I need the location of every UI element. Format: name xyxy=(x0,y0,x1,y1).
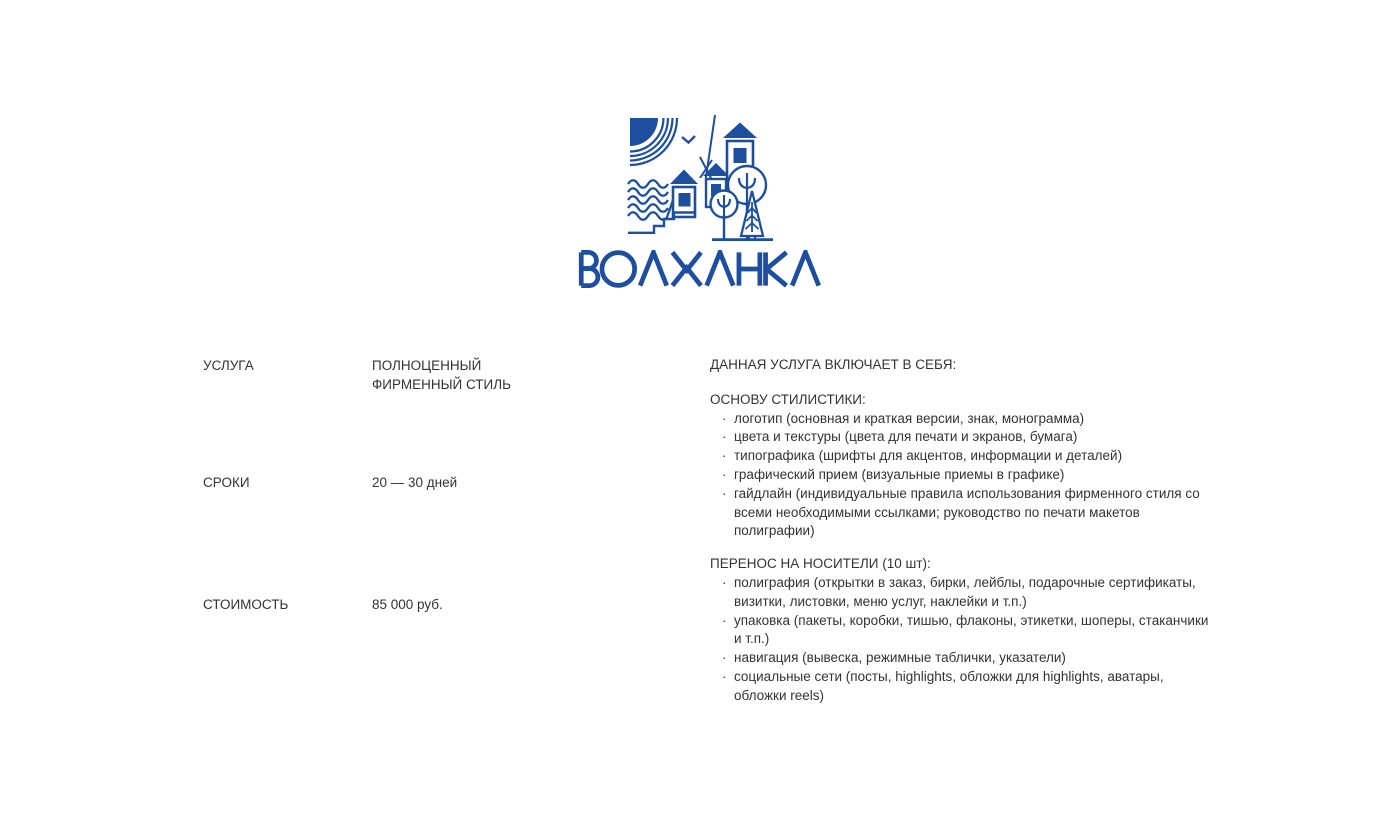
list-item-text: логотип (основная и краткая версии, знак, монограмма) xyxy=(734,410,1085,426)
bird-icon xyxy=(682,136,695,143)
section-stylistics-heading: ОСНОВУ СТИЛИСТИКИ: xyxy=(710,391,866,407)
list-item-text: цвета и текстуры (цвета для печати и экранов, бумага) xyxy=(734,429,1078,445)
list-item-text: графический прием (визуальные приемы в графике) xyxy=(734,466,1065,482)
bullet-dot: · xyxy=(722,574,727,590)
bullet-dot: · xyxy=(722,466,727,482)
list-item xyxy=(710,428,1210,447)
brand-logo-illustration xyxy=(620,112,776,246)
section-media xyxy=(710,555,1210,705)
spec-value-service xyxy=(372,356,511,394)
spec-value-service-line2: ФИРМЕННЫЙ СТИЛЬ xyxy=(372,377,511,392)
tree-icon xyxy=(711,191,738,240)
list-item-text: полиграфия (открытки в заказ, бирки, лейблы, подарочные сертификаты, визитки, листовки, меню услуг, наклейки и т.п.) xyxy=(734,574,1196,609)
bullet-dot: · xyxy=(722,448,727,464)
list-item-text: социальные сети (посты, highlights, обложки для highlights, аватары, обложки reels) xyxy=(734,668,1164,703)
bullet-dot: · xyxy=(722,650,727,666)
stylistics-list xyxy=(710,410,1210,542)
brand-wordmark xyxy=(577,250,823,288)
list-item xyxy=(710,485,1210,541)
list-item-text: упаковка (пакеты, коробки, тишью, флаконы, этикетки, шоперы, стаканчики и т.п.) xyxy=(734,612,1209,647)
village-scene-icon xyxy=(620,112,776,246)
media-list xyxy=(710,574,1210,706)
list-item xyxy=(710,668,1210,706)
list-item xyxy=(710,466,1210,485)
bullet-dot: · xyxy=(722,668,727,684)
list-item-text: гайдлайн (индивидуальные правила использования фирменного стиля со всеми необходимыми ссылками; руководство по печати макетов полиграфии) xyxy=(734,485,1200,539)
sun-icon xyxy=(630,118,677,165)
list-item xyxy=(710,612,1210,650)
list-item xyxy=(710,574,1210,612)
spec-value-price: 85 000 руб. xyxy=(372,597,443,612)
spec-label-service: УСЛУГА xyxy=(203,358,254,373)
list-item xyxy=(710,649,1210,668)
includes-column xyxy=(710,356,1210,706)
spec-value-terms: 20 — 30 дней xyxy=(372,475,458,490)
list-item-text: типографика (шрифты для акцентов, информации и деталей) xyxy=(734,448,1123,464)
volzhanka-wordmark-icon xyxy=(577,250,823,288)
bullet-dot: · xyxy=(722,429,727,445)
spec-label-terms: СРОКИ xyxy=(203,475,250,490)
bullet-dot: · xyxy=(722,612,727,628)
list-item xyxy=(710,447,1210,466)
list-item xyxy=(710,410,1210,429)
includes-title: ДАННАЯ УСЛУГА ВКЛЮЧАЕТ В СЕБЯ: xyxy=(710,357,957,372)
bullet-dot: · xyxy=(722,410,727,426)
waves-icon xyxy=(628,180,668,220)
list-item-text: навигация (вывеска, режимные таблички, указатели) xyxy=(734,650,1066,666)
bullet-dot: · xyxy=(722,485,727,501)
house-icon xyxy=(670,170,698,218)
spec-label-price: СТОИМОСТЬ xyxy=(203,597,289,612)
section-media-heading: ПЕРЕНОС НА НОСИТЕЛИ (10 шт): xyxy=(710,556,931,572)
spec-value-service-line1: ПОЛНОЦЕННЫЙ xyxy=(372,358,482,373)
section-stylistics xyxy=(710,391,1210,541)
